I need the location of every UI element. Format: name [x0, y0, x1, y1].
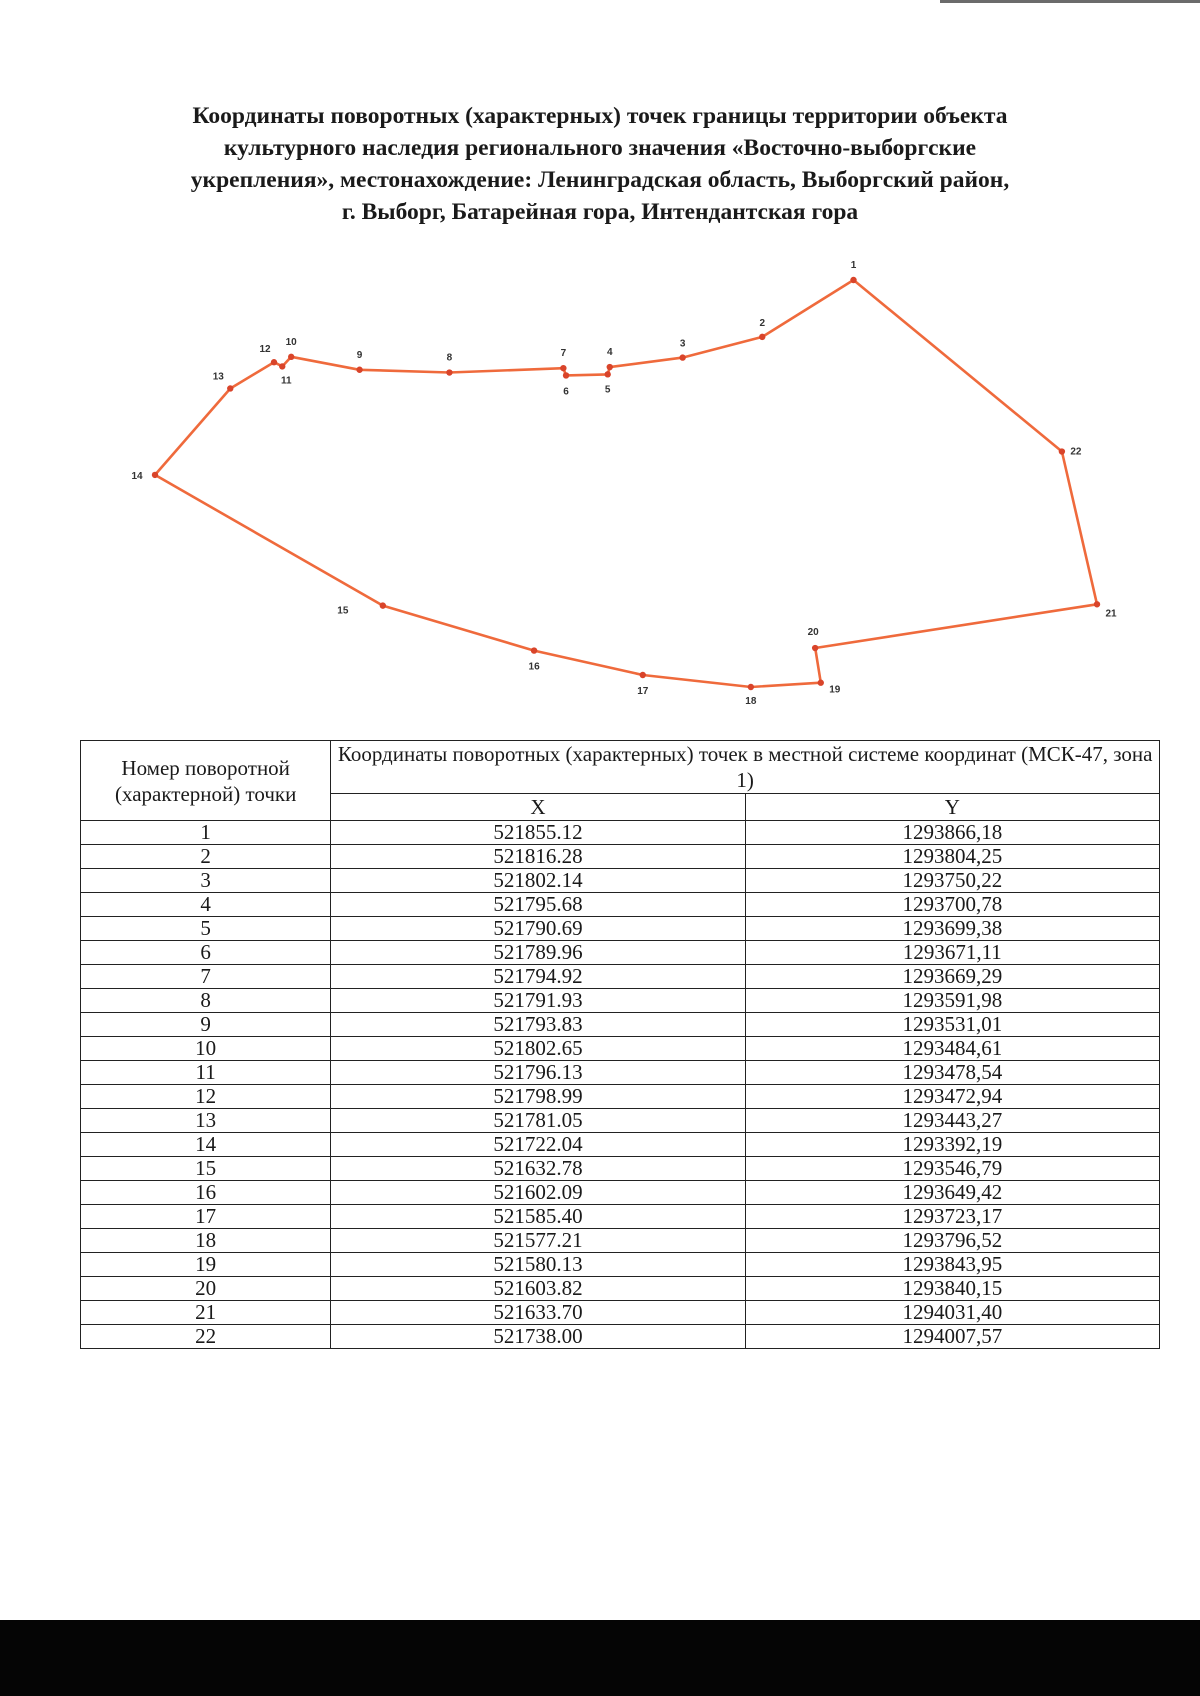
vertex-label: 8: [446, 352, 453, 364]
x-coordinate-cell: 521802.65: [331, 1037, 745, 1061]
vertex-point: [748, 684, 754, 690]
y-coordinate-cell: 1293484,61: [745, 1037, 1159, 1061]
vertex-point: [446, 369, 452, 375]
table-row: [81, 1037, 1160, 1061]
boundary-plan: [0, 255, 1200, 725]
vertex-point: [605, 371, 611, 377]
vertex-label: 14: [131, 470, 143, 482]
vertex-label: 5: [604, 384, 611, 396]
header-coordinates: Координаты поворотных (характерных) точек в местной системе координат (МСК-47, зона 1): [331, 741, 1160, 794]
title-line: культурного наследия регионального значения «Восточно-выборгские: [223, 135, 977, 161]
point-number-cell: 2: [81, 845, 331, 869]
table-row: [81, 965, 1160, 989]
point-number-cell: 20: [81, 1277, 331, 1301]
vertex-point: [759, 334, 765, 340]
y-coordinate-cell: 1293649,42: [745, 1181, 1159, 1205]
vertex-label: 21: [1105, 608, 1117, 620]
table-row: [81, 1085, 1160, 1109]
x-coordinate-cell: 521816.28: [331, 845, 745, 869]
table-row: [81, 1013, 1160, 1037]
point-number-cell: 9: [81, 1013, 331, 1037]
x-coordinate-cell: 521791.93: [331, 989, 745, 1013]
vertex-point: [812, 645, 818, 651]
table-row: [81, 1205, 1160, 1229]
x-coordinate-cell: 521789.96: [331, 941, 745, 965]
table-body: [81, 821, 1160, 1349]
vertex-point: [640, 672, 646, 678]
y-coordinate-cell: 1293671,11: [745, 941, 1159, 965]
vertex-label: 10: [285, 336, 297, 348]
table-row: [81, 845, 1160, 869]
table-row: [81, 1253, 1160, 1277]
vertex-label: 15: [337, 605, 349, 617]
point-number-cell: 13: [81, 1109, 331, 1133]
vertex-label: 2: [759, 317, 766, 329]
point-number-cell: 15: [81, 1157, 331, 1181]
table-row: [81, 941, 1160, 965]
y-coordinate-cell: 1293392,19: [745, 1133, 1159, 1157]
point-number-cell: 7: [81, 965, 331, 989]
table-row: [81, 1157, 1160, 1181]
title-line: укрепления», местонахождение: Ленинградская область, Выборгский район,: [190, 167, 1010, 193]
y-coordinate-cell: 1294007,57: [745, 1325, 1159, 1349]
vertex-point: [531, 647, 537, 653]
header-y: Y: [745, 794, 1159, 821]
y-coordinate-cell: 1293472,94: [745, 1085, 1159, 1109]
vertex-label: 9: [356, 349, 363, 361]
vertex-point: [679, 354, 685, 360]
x-coordinate-cell: 521580.13: [331, 1253, 745, 1277]
vertex-point: [227, 385, 233, 391]
point-number-cell: 21: [81, 1301, 331, 1325]
x-coordinate-cell: 521781.05: [331, 1109, 745, 1133]
point-number-cell: 6: [81, 941, 331, 965]
table-row: [81, 989, 1160, 1013]
vertex-label: 20: [807, 627, 819, 639]
y-coordinate-cell: 1293750,22: [745, 869, 1159, 893]
vertex-label: 1: [850, 260, 857, 271]
point-number-cell: 17: [81, 1205, 331, 1229]
vertex-point: [818, 680, 824, 686]
coordinates-table: [80, 740, 1160, 1349]
vertex-point: [563, 372, 569, 378]
title-line: г. Выборг, Батарейная гора, Интендантская гора: [341, 199, 859, 225]
x-coordinate-cell: 521585.40: [331, 1205, 745, 1229]
y-coordinate-cell: 1293723,17: [745, 1205, 1159, 1229]
point-number-cell: 8: [81, 989, 331, 1013]
y-coordinate-cell: 1293866,18: [745, 821, 1159, 845]
title-line: Координаты поворотных (характерных) точек границы территории объекта: [192, 103, 1008, 129]
y-coordinate-cell: 1293531,01: [745, 1013, 1159, 1037]
vertex-point: [560, 365, 566, 371]
point-number-cell: 14: [81, 1133, 331, 1157]
y-coordinate-cell: 1293478,54: [745, 1061, 1159, 1085]
point-number-cell: 5: [81, 917, 331, 941]
table-row: [81, 869, 1160, 893]
table-row: [81, 1325, 1160, 1349]
point-number-cell: 3: [81, 869, 331, 893]
x-coordinate-cell: 521602.09: [331, 1181, 745, 1205]
table-row: [81, 1061, 1160, 1085]
scan-edge: [940, 0, 1200, 3]
y-coordinate-cell: 1293843,95: [745, 1253, 1159, 1277]
point-number-cell: 11: [81, 1061, 331, 1085]
point-number-cell: 1: [81, 821, 331, 845]
point-number-cell: 12: [81, 1085, 331, 1109]
point-number-cell: 16: [81, 1181, 331, 1205]
vertex-point: [1059, 448, 1065, 454]
y-coordinate-cell: 1293840,15: [745, 1277, 1159, 1301]
vertex-label: 3: [679, 338, 686, 350]
x-coordinate-cell: 521802.14: [331, 869, 745, 893]
x-coordinate-cell: 521738.00: [331, 1325, 745, 1349]
x-coordinate-cell: 521790.69: [331, 917, 745, 941]
point-number-cell: 19: [81, 1253, 331, 1277]
vertex-point: [152, 472, 158, 478]
table-row: [81, 1301, 1160, 1325]
vertex-label: 7: [560, 348, 567, 360]
vertex-label: 16: [528, 661, 540, 673]
y-coordinate-cell: 1294031,40: [745, 1301, 1159, 1325]
vertex-point: [850, 277, 856, 283]
label-group: [131, 260, 1117, 707]
point-number-cell: 4: [81, 893, 331, 917]
x-coordinate-cell: 521795.68: [331, 893, 745, 917]
vertex-label: 22: [1070, 446, 1082, 458]
x-coordinate-cell: 521632.78: [331, 1157, 745, 1181]
point-number-cell: 22: [81, 1325, 331, 1349]
x-coordinate-cell: 521633.70: [331, 1301, 745, 1325]
point-number-cell: 18: [81, 1229, 331, 1253]
vertex-point: [356, 367, 362, 373]
y-coordinate-cell: 1293700,78: [745, 893, 1159, 917]
y-coordinate-cell: 1293546,79: [745, 1157, 1159, 1181]
y-coordinate-cell: 1293796,52: [745, 1229, 1159, 1253]
x-coordinate-cell: 521796.13: [331, 1061, 745, 1085]
table-row: [81, 1181, 1160, 1205]
x-coordinate-cell: 521577.21: [331, 1229, 745, 1253]
vertex-point: [607, 364, 613, 370]
x-coordinate-cell: 521798.99: [331, 1085, 745, 1109]
table-row: [81, 1229, 1160, 1253]
header-point-number: Номер поворотной (характерной) точки: [81, 741, 331, 821]
y-coordinate-cell: 1293669,29: [745, 965, 1159, 989]
vertex-label: 18: [745, 696, 757, 707]
y-coordinate-cell: 1293443,27: [745, 1109, 1159, 1133]
y-coordinate-cell: 1293591,98: [745, 989, 1159, 1013]
page-title: [100, 100, 1100, 228]
point-number-cell: 10: [81, 1037, 331, 1061]
vertex-point: [288, 354, 294, 360]
table-row: [81, 821, 1160, 845]
vertex-label: 4: [606, 347, 613, 359]
x-coordinate-cell: 521722.04: [331, 1133, 745, 1157]
x-coordinate-cell: 521855.12: [331, 821, 745, 845]
vertex-label: 17: [637, 686, 649, 698]
x-coordinate-cell: 521794.92: [331, 965, 745, 989]
vertex-point: [1094, 601, 1100, 607]
x-coordinate-cell: 521603.82: [331, 1277, 745, 1301]
vertex-point: [380, 602, 386, 608]
vertex-label: 13: [212, 371, 224, 383]
table-row: [81, 917, 1160, 941]
table-row: [81, 1277, 1160, 1301]
scan-border: [0, 1620, 1200, 1696]
vertex-label: 19: [829, 684, 841, 696]
table-row: [81, 1109, 1160, 1133]
y-coordinate-cell: 1293804,25: [745, 845, 1159, 869]
table-row: [81, 1133, 1160, 1157]
vertex-point: [279, 363, 285, 369]
table-row: [81, 893, 1160, 917]
y-coordinate-cell: 1293699,38: [745, 917, 1159, 941]
vertex-label: 11: [280, 375, 292, 387]
header-x: X: [331, 794, 745, 821]
vertex-label: 12: [259, 344, 271, 356]
vertex-point: [271, 359, 277, 365]
vertex-label: 6: [563, 386, 569, 398]
x-coordinate-cell: 521793.83: [331, 1013, 745, 1037]
